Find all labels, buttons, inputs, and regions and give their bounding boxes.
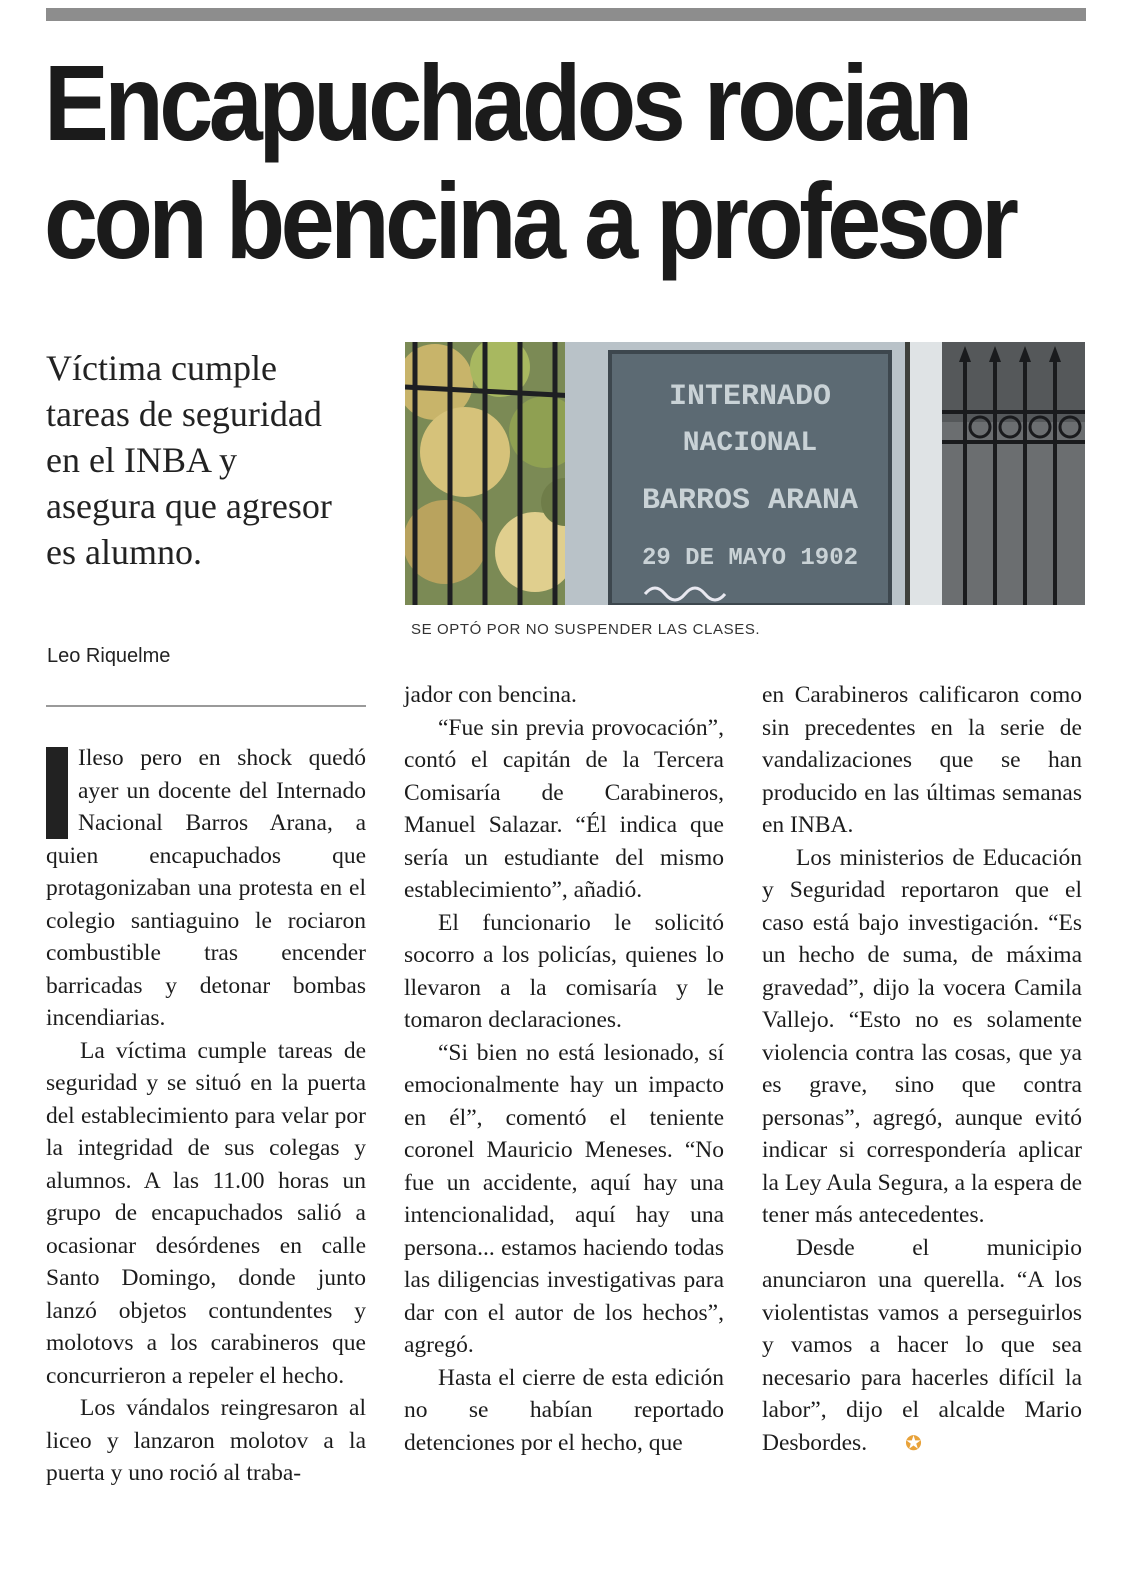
- photo-caption: SE OPTÓ POR NO SUSPENDER LAS CLASES.: [411, 621, 761, 638]
- byline-divider: [46, 705, 366, 707]
- paragraph: El funcionario le solicitó socorro a los policías, quienes lo llevaron a la comisaría y le tomaron declaraciones.: [404, 909, 724, 1033]
- body-column-3: [762, 679, 1082, 1460]
- top-rule-bar: [46, 8, 1086, 21]
- paragraph: La víctima cumple tareas de seguridad y se situó en la puerta del establecimiento para velar por la integridad de sus colegas y alumnos. A las 11.00 horas un grupo de encapuchados salió a ocasionar desórdenes en calle Santo Domingo, donde junto lanzó objetos contundentes y molotovs a los carabineros que concurrieron a repeler el hecho.: [46, 1037, 366, 1389]
- plaque-line-2: NACIONAL: [682, 428, 818, 459]
- plaque-line-3: BARROS ARANA: [641, 484, 859, 518]
- paragraph: en Carabineros calificaron como sin precedentes en la serie de vandalizaciones que se han producido en las últimas semanas en INBA.: [762, 682, 1082, 838]
- byline: Leo Riquelme: [47, 645, 171, 667]
- paragraph-text: Desde el municipio anunciaron una querella. “A los violentistas vamos a perseguirlos y vamos a hacer lo que sea necesario para hacerles difícil la labor”, dijo el alcalde Mario Desbordes.: [762, 1234, 1082, 1456]
- headline-line-2: con bencina a profesor: [44, 160, 1015, 281]
- headline: [44, 42, 1015, 281]
- photo-illustration: [405, 342, 1085, 605]
- paragraph-last: [762, 1232, 1082, 1461]
- paragraph: “Si bien no está lesionado, sí emocionalmente hay un impacto en él”, comentó el teniente coronel Mauricio Meneses. “No fue un accidente, aquí hay una intencionalidad, aquí hay una persona... estamos haciendo todas las diligencias investigativas para dar con el autor de los hechos”, agregó.: [404, 1039, 724, 1358]
- paragraph: Los ministerios de Educación y Seguridad reportaron que el caso está bajo investigación. “Es un hecho de suma, de máxima gravedad”, dijo la vocera Camila Vallejo. “Esto no es solamente violencia contra las cosas, que ya es grave, sino que contra personas”, agregó, aunque evitó indicar si correspondería aplicar la Ley Aula Segura, a la espera de tener más antecedentes.: [762, 844, 1082, 1228]
- paragraph: “Fue sin previa provocación”, contó el capitán de la Tercera Comisaría de Carabineros, Manuel Salazar. “Él indica que sería un estudiante del mismo establecimiento”, añadió.: [404, 714, 724, 903]
- drop-cap-bar: [46, 747, 68, 839]
- headline-line-1: Encapuchados rocian: [44, 42, 969, 163]
- plaque-line-1: INTERNADO: [668, 380, 832, 414]
- paragraph: Los vándalos reingresaron al liceo y lanzaron molotov a la puerta y uno roció al traba-: [46, 1395, 366, 1486]
- deck-subtitle: Víctima cumple tareas de seguridad en el INBA y asegura que agresor es alumno.: [46, 348, 332, 572]
- paragraph: Ileso pero en shock quedó ayer un docente del Internado Nacional Barros Arana, a quien encapuchados que protagonizaban una protesta en el colegio santiaguino le rociaron combustible tras encender barricadas y detonar bombas incendiarias.: [46, 745, 366, 1031]
- star-end-icon: ✪: [905, 1432, 922, 1455]
- paragraph: Hasta el cierre de esta edición no se habían reportado detenciones por el hecho, que: [404, 1364, 724, 1456]
- article-photo: [405, 342, 1085, 605]
- plaque-line-4: 29 DE MAYO 1902: [641, 545, 859, 572]
- paragraph: jador con bencina.: [404, 682, 577, 708]
- body-column-2: [404, 679, 724, 1459]
- body-column-1: [46, 742, 366, 1490]
